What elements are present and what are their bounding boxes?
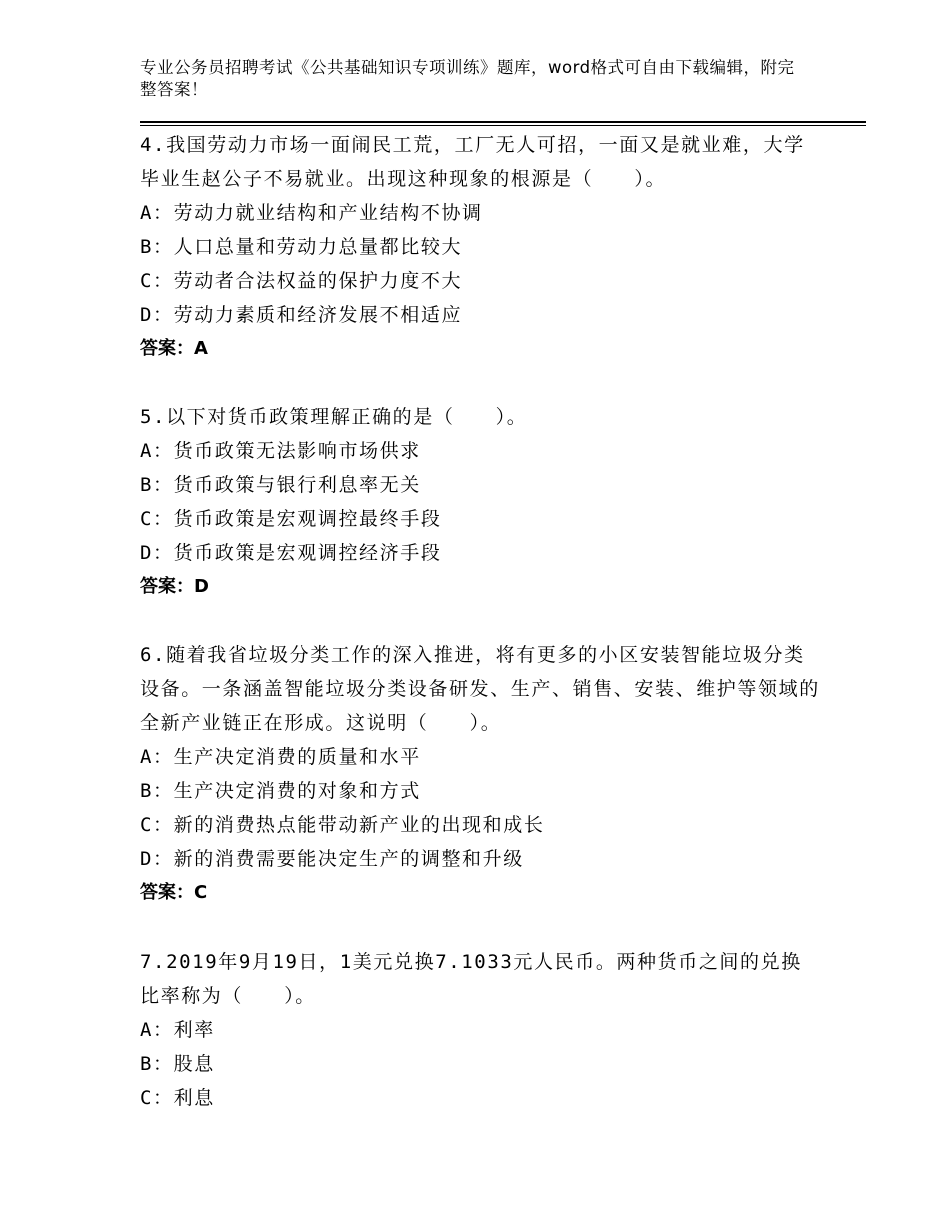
answer-label: 答案：D	[140, 576, 209, 597]
option-a: A：利率	[140, 1019, 215, 1041]
document-header: 专业公务员招聘考试《公共基础知识专项训练》题库，word格式可自由下载编辑，附完整答案！	[140, 58, 795, 99]
question-5	[140, 400, 820, 604]
question-4	[140, 128, 820, 366]
question-6	[140, 638, 820, 910]
header-rule-thick	[140, 121, 866, 123]
answer-label: 答案：C	[140, 882, 208, 903]
option-d: D：新的消费需要能决定生产的调整和升级	[140, 848, 524, 870]
answer-label: 答案：A	[140, 338, 208, 359]
option-c: C：利息	[140, 1087, 215, 1109]
option-a: A：货币政策无法影响市场供求	[140, 440, 421, 462]
option-b: B：生产决定消费的对象和方式	[140, 780, 421, 802]
option-d: D：劳动力素质和经济发展不相适应	[140, 304, 463, 326]
option-b: B：货币政策与银行利息率无关	[140, 474, 421, 496]
option-c: C：货币政策是宏观调控最终手段	[140, 508, 442, 530]
option-a: A：劳动力就业结构和产业结构不协调	[140, 202, 483, 224]
option-a: A：生产决定消费的质量和水平	[140, 746, 421, 768]
question-stem: 7.2019年9月19日，1美元兑换7.1033元人民币。两种货币之间的兑换比率称为（ ）。	[140, 951, 802, 1007]
question-stem: 5.以下对货币政策理解正确的是（ ）。	[140, 406, 528, 428]
option-c: C：新的消费热点能带动新产业的出现和成长	[140, 814, 545, 836]
option-b: B：人口总量和劳动力总量都比较大	[140, 236, 463, 258]
question-7	[140, 945, 820, 1115]
question-stem: 6.随着我省垃圾分类工作的深入推进，将有更多的小区安装智能垃圾分类设备。一条涵盖智能垃圾分类设备研发、生产、销售、安装、维护等领域的全新产业链正在形成。这说明（ ）。	[140, 644, 820, 734]
question-stem: 4.我国劳动力市场一面闹民工荒，工厂无人可招，一面又是就业难，大学毕业生赵公子不易就业。出现这种现象的根源是（ ）。	[140, 134, 805, 190]
option-b: B：股息	[140, 1053, 215, 1075]
option-d: D：货币政策是宏观调控经济手段	[140, 542, 442, 564]
header-rule-thin	[140, 125, 866, 126]
option-c: C：劳动者合法权益的保护力度不大	[140, 270, 463, 292]
